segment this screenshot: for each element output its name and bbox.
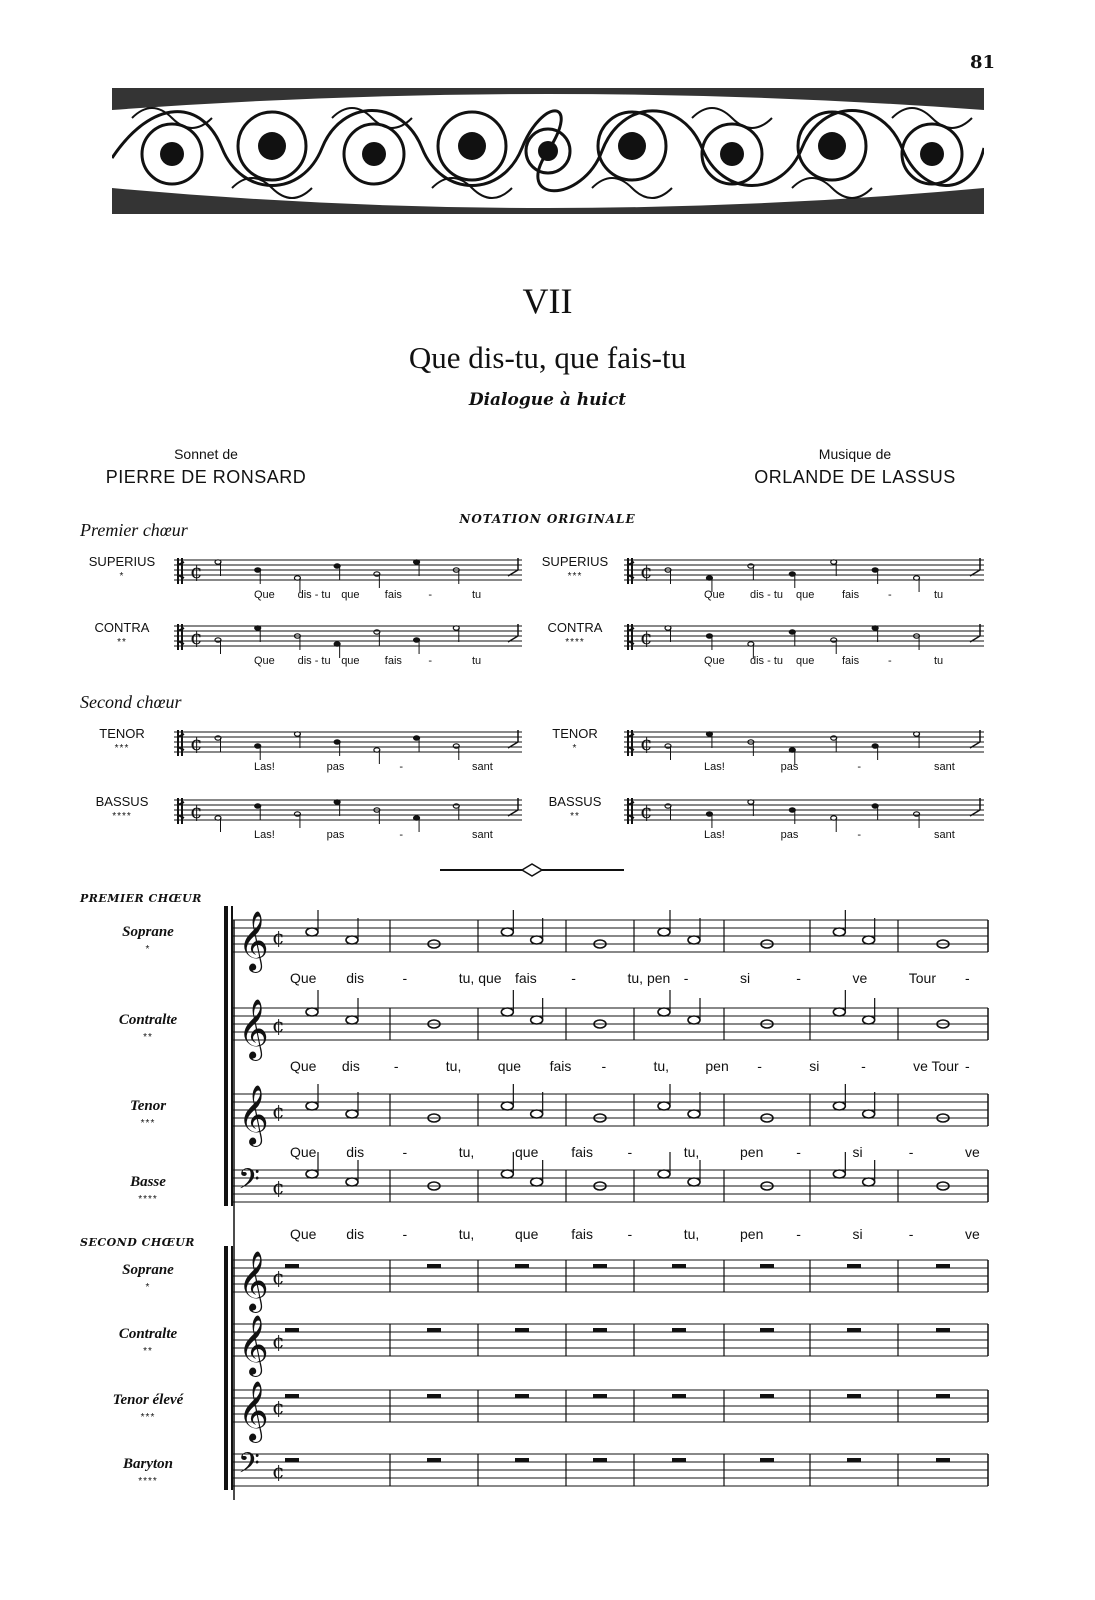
modern-lyric-syllable: - bbox=[908, 1226, 914, 1242]
modern-lyric-syllable: - bbox=[796, 1226, 801, 1242]
modern-lyric-syllable: si bbox=[740, 970, 751, 986]
composer-label: Musique de bbox=[818, 446, 892, 462]
modern-lyric-syllable: - bbox=[757, 1058, 762, 1074]
whole-rest-icon bbox=[760, 1394, 774, 1398]
modern-staff-choir2-2 bbox=[228, 1376, 994, 1441]
original-lyric-syllable: fais bbox=[384, 589, 402, 601]
modern-choir1-heading: PREMIER CHŒUR bbox=[80, 892, 202, 905]
note-icon bbox=[531, 918, 543, 944]
original-voice-label: CONTRA bbox=[547, 620, 603, 635]
whole-rest-icon bbox=[593, 1394, 607, 1398]
original-lyric-syllable: dis - tu bbox=[750, 589, 784, 601]
whole-rest-icon bbox=[427, 1328, 441, 1332]
piece-title: Que dis-tu, que fais-tu bbox=[408, 340, 687, 375]
whole-rest-icon bbox=[672, 1264, 686, 1268]
custos-icon bbox=[508, 624, 518, 642]
note-icon bbox=[688, 1092, 700, 1118]
modern-lyric-syllable: dis bbox=[346, 1144, 365, 1160]
original-lyric-syllable: fais bbox=[384, 655, 402, 667]
original-lyric-syllable: - bbox=[428, 589, 433, 601]
original-lyric-syllable: pas bbox=[780, 761, 799, 773]
note-icon bbox=[334, 642, 340, 658]
modern-part-name: Contralte bbox=[118, 1326, 178, 1342]
custos-icon bbox=[970, 730, 980, 748]
note-icon bbox=[306, 1152, 318, 1178]
mensuration-sign-icon: ¢ bbox=[640, 799, 653, 823]
note-icon bbox=[501, 910, 513, 936]
note-icon bbox=[414, 560, 420, 576]
mensuration-sign-icon: ¢ bbox=[190, 731, 203, 755]
modern-lyric-syllable: si bbox=[852, 1144, 863, 1160]
treble-clef-icon: 𝄞 bbox=[238, 1315, 269, 1375]
modern-lyric-syllable: pen bbox=[740, 1226, 764, 1242]
mensuration-sign-icon: ¢ bbox=[640, 731, 653, 755]
whole-rest-icon bbox=[936, 1458, 950, 1462]
whole-rest-icon bbox=[936, 1328, 950, 1332]
modern-lyric-syllable: - bbox=[601, 1058, 607, 1074]
treble-clef-icon: 𝄞 bbox=[238, 1381, 269, 1441]
modern-part-stars: ** bbox=[143, 1032, 153, 1043]
original-lyric-syllable: - bbox=[888, 589, 892, 601]
custos-icon bbox=[508, 558, 518, 576]
original-voice-stars: *** bbox=[114, 743, 130, 754]
note-icon bbox=[531, 998, 543, 1024]
original-lyric-syllable: pas bbox=[780, 829, 799, 841]
note-icon bbox=[658, 990, 670, 1016]
whole-rest-icon bbox=[515, 1264, 529, 1268]
section-divider-icon bbox=[440, 860, 624, 880]
modern-part-name: Contralte bbox=[118, 1012, 178, 1028]
mensuration-sign-icon: ¢ bbox=[640, 559, 653, 583]
original-staff bbox=[174, 622, 522, 652]
original-voice-label: SUPERIUS bbox=[541, 554, 609, 569]
note-icon bbox=[872, 568, 878, 584]
modern-lyric-syllable: Que bbox=[290, 1058, 317, 1074]
modern-lyric-syllable: pen bbox=[740, 1144, 764, 1160]
note-icon bbox=[748, 564, 754, 580]
modern-staff-choir1-0 bbox=[228, 906, 994, 971]
note-icon bbox=[789, 808, 795, 824]
original-lyric-syllable: Las! bbox=[704, 761, 725, 773]
modern-choir2-heading: SECOND CHŒUR bbox=[80, 1236, 195, 1249]
modern-lyric-syllable: que bbox=[515, 1144, 539, 1160]
original-voice-label: BASSUS bbox=[548, 794, 602, 809]
note-icon bbox=[688, 1160, 700, 1186]
whole-rest-icon bbox=[672, 1394, 686, 1398]
modern-lyric-syllable: tu, bbox=[458, 1144, 475, 1160]
original-lyric-syllable: Las! bbox=[704, 829, 725, 841]
note-icon bbox=[255, 804, 261, 820]
original-staff bbox=[624, 622, 984, 652]
treble-clef-icon: 𝄞 bbox=[238, 911, 269, 971]
modern-lyric-syllable: dis bbox=[346, 1226, 365, 1242]
whole-rest-icon bbox=[285, 1394, 299, 1398]
modern-lyric-syllable: - bbox=[402, 970, 408, 986]
modern-lyric-syllable: - bbox=[965, 970, 970, 986]
note-icon bbox=[501, 990, 513, 1016]
modern-lyric-syllable: - bbox=[393, 1058, 399, 1074]
note-icon bbox=[688, 998, 700, 1024]
original-staff bbox=[624, 728, 984, 758]
cut-time-icon: ¢ bbox=[272, 1175, 285, 1199]
note-icon bbox=[306, 910, 318, 936]
modern-staff-choir1-3 bbox=[228, 1156, 994, 1216]
note-icon bbox=[833, 910, 845, 936]
original-lyric-syllable: que bbox=[796, 589, 815, 601]
note-icon bbox=[306, 1084, 318, 1110]
original-lyric-syllable: - bbox=[857, 829, 861, 841]
original-choir1-heading: Premier chœur bbox=[80, 520, 188, 540]
note-icon bbox=[346, 1092, 358, 1118]
note-icon bbox=[914, 732, 920, 748]
whole-rest-icon bbox=[515, 1394, 529, 1398]
modern-lyric-syllable: - bbox=[908, 1144, 914, 1160]
modern-lyric-syllable: - bbox=[402, 1226, 408, 1242]
original-lyric-syllable: tu bbox=[472, 589, 482, 601]
original-voice-stars: ** bbox=[570, 811, 580, 822]
modern-lyric-syllable: - bbox=[861, 1058, 866, 1074]
modern-lyric-syllable: si bbox=[852, 1226, 863, 1242]
modern-lyric-syllable: tu, bbox=[653, 1058, 670, 1074]
original-staff bbox=[174, 556, 522, 586]
bass-clef-icon: 𝄢 bbox=[238, 1163, 260, 1203]
note-icon bbox=[501, 1152, 513, 1178]
modern-lyric-syllable: Que bbox=[290, 1226, 317, 1242]
modern-lyric-syllable: ve Tour bbox=[913, 1058, 959, 1074]
original-choir2-heading: Second chœur bbox=[80, 692, 182, 712]
original-lyric-syllable: tu bbox=[472, 655, 482, 667]
original-voice-stars: * bbox=[572, 743, 578, 754]
whole-rest-icon bbox=[427, 1458, 441, 1462]
modern-lyric-syllable: que bbox=[497, 1058, 522, 1074]
original-lyric-syllable: fais bbox=[842, 589, 860, 601]
modern-part-name: Baryton bbox=[122, 1456, 173, 1472]
original-voice-stars: **** bbox=[565, 637, 585, 648]
modern-lyric-syllable: tu, que bbox=[458, 970, 502, 986]
custos-icon bbox=[970, 558, 980, 576]
cut-time-icon: ¢ bbox=[272, 925, 285, 949]
whole-rest-icon bbox=[760, 1264, 774, 1268]
original-lyric-syllable: que bbox=[796, 655, 815, 667]
original-lyric-syllable: - bbox=[857, 761, 861, 773]
note-icon bbox=[414, 816, 420, 832]
note-icon bbox=[255, 568, 261, 584]
treble-clef-icon: 𝄞 bbox=[238, 1251, 269, 1311]
original-lyric-syllable: Las! bbox=[254, 761, 275, 773]
note-icon bbox=[346, 998, 358, 1024]
modern-staff-choir1-1 bbox=[228, 994, 994, 1059]
modern-staff-choir2-3 bbox=[228, 1440, 994, 1500]
composer-name: ORLANDE DE LASSUS bbox=[754, 467, 956, 487]
modern-part-name: Basse bbox=[130, 1174, 166, 1190]
modern-part-stars: **** bbox=[138, 1476, 158, 1487]
original-lyric-syllable: - bbox=[399, 761, 403, 773]
whole-rest-icon bbox=[593, 1264, 607, 1268]
note-icon bbox=[531, 1160, 543, 1186]
note-icon bbox=[215, 560, 221, 576]
original-lyric-syllable: sant bbox=[934, 829, 955, 841]
original-lyric-syllable: dis - tu bbox=[750, 655, 784, 667]
original-lyric-syllable: sant bbox=[472, 761, 493, 773]
whole-rest-icon bbox=[285, 1328, 299, 1332]
note-icon bbox=[831, 736, 837, 752]
note-icon bbox=[831, 560, 837, 576]
note-icon bbox=[334, 740, 340, 756]
cut-time-icon: ¢ bbox=[272, 1265, 285, 1289]
modern-lyric-syllable: - bbox=[571, 970, 576, 986]
modern-part-stars: * bbox=[145, 1282, 151, 1293]
whole-rest-icon bbox=[515, 1458, 529, 1462]
original-lyric-syllable: tu bbox=[934, 589, 944, 601]
custos-icon bbox=[508, 730, 518, 748]
modern-lyric-syllable: - bbox=[402, 1144, 408, 1160]
note-icon bbox=[215, 816, 221, 832]
original-voice-stars: *** bbox=[567, 571, 583, 582]
original-voice-label: SUPERIUS bbox=[88, 554, 156, 569]
original-staff bbox=[174, 796, 522, 826]
modern-part-name: Tenor bbox=[129, 1098, 167, 1114]
original-lyric-syllable: sant bbox=[472, 829, 493, 841]
original-lyric-syllable: Que bbox=[704, 589, 725, 601]
modern-lyric-syllable: Que bbox=[290, 1144, 317, 1160]
modern-lyric-syllable: pen bbox=[705, 1058, 729, 1074]
cut-time-icon: ¢ bbox=[272, 1459, 285, 1483]
note-icon bbox=[215, 736, 221, 752]
original-lyric-syllable: fais bbox=[842, 655, 860, 667]
modern-lyric-syllable: si bbox=[809, 1058, 820, 1074]
bass-clef-icon: 𝄢 bbox=[238, 1447, 260, 1487]
note-icon bbox=[914, 576, 920, 592]
note-icon bbox=[833, 990, 845, 1016]
modern-lyric-syllable: que bbox=[515, 1226, 539, 1242]
original-lyric-syllable: tu bbox=[934, 655, 944, 667]
original-lyric-syllable: Que bbox=[254, 589, 275, 601]
modern-staff-choir2-1 bbox=[228, 1310, 994, 1375]
original-staff bbox=[624, 796, 984, 826]
whole-rest-icon bbox=[847, 1458, 861, 1462]
section-numeral: VII bbox=[522, 281, 573, 321]
modern-lyric-syllable: ve bbox=[965, 1144, 980, 1160]
original-voice-stars: * bbox=[119, 571, 125, 582]
treble-clef-icon: 𝄞 bbox=[238, 999, 269, 1059]
cut-time-icon: ¢ bbox=[272, 1099, 285, 1123]
piece-subtitle: Dialogue à huict bbox=[468, 390, 627, 410]
original-lyric-syllable: que bbox=[341, 589, 360, 601]
modern-lyric-syllable: tu, pen bbox=[627, 970, 671, 986]
cut-time-icon: ¢ bbox=[272, 1013, 285, 1037]
note-icon bbox=[306, 990, 318, 1016]
modern-lyric-syllable: - bbox=[627, 1226, 633, 1242]
custos-icon bbox=[508, 798, 518, 816]
whole-rest-icon bbox=[760, 1458, 774, 1462]
mensuration-sign-icon: ¢ bbox=[640, 625, 653, 649]
original-lyric-syllable: sant bbox=[934, 761, 955, 773]
original-lyric-syllable: - bbox=[428, 655, 433, 667]
note-icon bbox=[334, 800, 340, 816]
whole-rest-icon bbox=[847, 1328, 861, 1332]
original-lyric-syllable: dis - tu bbox=[297, 655, 331, 667]
modern-lyric-syllable: - bbox=[965, 1058, 970, 1074]
original-staff bbox=[174, 728, 522, 758]
note-icon bbox=[658, 1084, 670, 1110]
note-icon bbox=[748, 800, 754, 816]
modern-part-stars: *** bbox=[140, 1412, 156, 1423]
note-icon bbox=[863, 998, 875, 1024]
original-voice-label: TENOR bbox=[552, 726, 598, 741]
original-lyric-syllable: Que bbox=[704, 655, 725, 667]
original-voice-label: TENOR bbox=[99, 726, 145, 741]
modern-lyric-syllable: Tour bbox=[908, 970, 936, 986]
note-icon bbox=[414, 736, 420, 752]
original-voice-label: BASSUS bbox=[95, 794, 149, 809]
note-icon bbox=[665, 626, 671, 642]
modern-lyric-syllable: Que bbox=[290, 970, 317, 986]
original-staff bbox=[624, 556, 984, 586]
note-icon bbox=[706, 732, 712, 748]
original-lyric-syllable: dis - tu bbox=[297, 589, 331, 601]
original-voice-stars: ** bbox=[117, 637, 127, 648]
whole-rest-icon bbox=[936, 1264, 950, 1268]
modern-lyric-syllable: - bbox=[627, 1144, 633, 1160]
cut-time-icon: ¢ bbox=[272, 1329, 285, 1353]
original-lyric-syllable: - bbox=[399, 829, 403, 841]
note-icon bbox=[706, 634, 712, 650]
whole-rest-icon bbox=[285, 1264, 299, 1268]
original-lyric-syllable: Que bbox=[254, 655, 275, 667]
note-icon bbox=[863, 1092, 875, 1118]
mensuration-sign-icon: ¢ bbox=[190, 559, 203, 583]
note-icon bbox=[872, 626, 878, 642]
whole-rest-icon bbox=[672, 1458, 686, 1462]
modern-part-stars: * bbox=[145, 944, 151, 955]
custos-icon bbox=[970, 798, 980, 816]
note-icon bbox=[872, 804, 878, 820]
note-icon bbox=[453, 804, 459, 820]
modern-lyric-syllable: fais bbox=[515, 970, 537, 986]
modern-lyric-syllable: - bbox=[683, 970, 689, 986]
page-number: 81 bbox=[969, 52, 995, 73]
note-icon bbox=[453, 626, 459, 642]
custos-icon bbox=[970, 624, 980, 642]
note-icon bbox=[255, 626, 261, 642]
original-lyric-syllable: que bbox=[341, 655, 360, 667]
whole-rest-icon bbox=[936, 1394, 950, 1398]
original-lyric-syllable: Las! bbox=[254, 829, 275, 841]
poet-name: PIERRE DE RONSARD bbox=[105, 467, 307, 487]
modern-lyric-syllable: tu, bbox=[683, 1144, 700, 1160]
modern-lyric-syllable: fais bbox=[571, 1226, 594, 1242]
note-icon bbox=[658, 1152, 670, 1178]
original-lyric-syllable: pas bbox=[326, 829, 345, 841]
whole-rest-icon bbox=[427, 1394, 441, 1398]
note-icon bbox=[833, 1152, 845, 1178]
note-icon bbox=[294, 732, 300, 748]
modern-part-stars: ** bbox=[143, 1346, 153, 1357]
modern-lyric-syllable: dis bbox=[341, 1058, 360, 1074]
cut-time-icon: ¢ bbox=[272, 1395, 285, 1419]
modern-part-name: Soprane bbox=[122, 1262, 174, 1278]
note-icon bbox=[831, 816, 837, 832]
modern-lyric-syllable: tu, bbox=[458, 1226, 475, 1242]
whole-rest-icon bbox=[515, 1328, 529, 1332]
note-icon bbox=[501, 1084, 513, 1110]
whole-rest-icon bbox=[672, 1328, 686, 1332]
modern-part-stars: **** bbox=[138, 1194, 158, 1205]
whole-rest-icon bbox=[847, 1394, 861, 1398]
whole-rest-icon bbox=[593, 1458, 607, 1462]
modern-staff-choir1-2 bbox=[228, 1080, 994, 1145]
note-icon bbox=[346, 1160, 358, 1186]
modern-lyric-syllable: fais bbox=[549, 1058, 572, 1074]
treble-clef-icon: 𝄞 bbox=[238, 1085, 269, 1145]
note-icon bbox=[374, 630, 380, 646]
whole-rest-icon bbox=[760, 1328, 774, 1332]
note-icon bbox=[863, 1160, 875, 1186]
note-icon bbox=[346, 918, 358, 944]
note-icon bbox=[688, 918, 700, 944]
mensuration-sign-icon: ¢ bbox=[190, 799, 203, 823]
modern-staff-choir2-0 bbox=[228, 1246, 994, 1311]
note-icon bbox=[334, 564, 340, 580]
modern-lyric-syllable: - bbox=[796, 1144, 801, 1160]
note-icon bbox=[833, 1084, 845, 1110]
whole-rest-icon bbox=[427, 1264, 441, 1268]
whole-rest-icon bbox=[593, 1328, 607, 1332]
note-icon bbox=[374, 748, 380, 764]
original-lyric-syllable: - bbox=[888, 655, 892, 667]
modern-lyric-syllable: dis bbox=[346, 970, 365, 986]
original-lyric-syllable: pas bbox=[326, 761, 345, 773]
modern-part-name: Soprane bbox=[122, 924, 174, 940]
original-voice-stars: **** bbox=[112, 811, 132, 822]
notation-label: NOTATION ORIGINALE bbox=[459, 512, 636, 526]
modern-lyric-syllable: fais bbox=[571, 1144, 594, 1160]
modern-lyric-syllable: tu, bbox=[445, 1058, 462, 1074]
modern-lyric-syllable: tu, bbox=[683, 1226, 700, 1242]
poet-label: Sonnet de bbox=[174, 446, 238, 462]
modern-lyric-syllable: ve bbox=[852, 970, 868, 986]
note-icon bbox=[531, 1092, 543, 1118]
modern-lyric-syllable: ve bbox=[965, 1226, 980, 1242]
modern-part-name: Tenor élevé bbox=[112, 1392, 184, 1408]
whole-rest-icon bbox=[847, 1264, 861, 1268]
whole-rest-icon bbox=[285, 1458, 299, 1462]
modern-lyric-syllable: - bbox=[796, 970, 801, 986]
modern-part-stars: *** bbox=[140, 1118, 156, 1129]
note-icon bbox=[789, 630, 795, 646]
note-icon bbox=[863, 918, 875, 944]
mensuration-sign-icon: ¢ bbox=[190, 625, 203, 649]
ornamental-scroll-border-icon bbox=[112, 88, 984, 214]
note-icon bbox=[665, 804, 671, 820]
note-icon bbox=[658, 910, 670, 936]
original-voice-label: CONTRA bbox=[94, 620, 150, 635]
